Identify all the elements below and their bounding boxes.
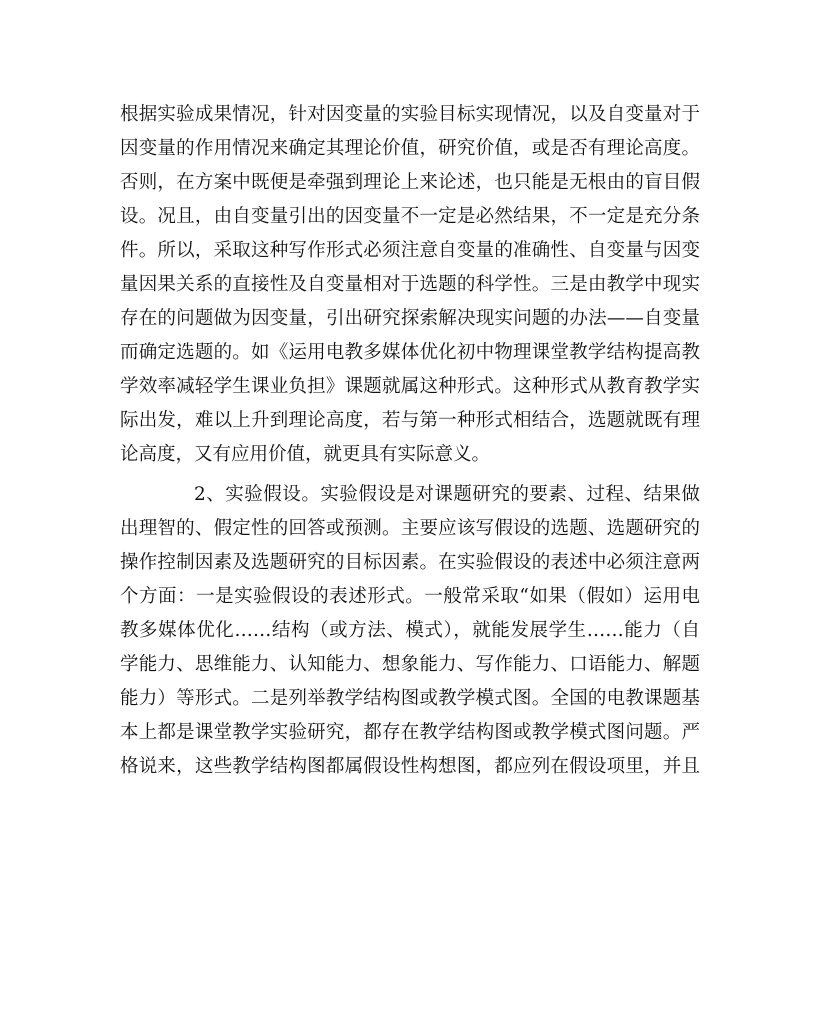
text-line: 设。况且，由自变量引出的因变量不一定是必然结果，不一定是充分条 xyxy=(120,206,700,227)
paragraph-1 xyxy=(120,98,700,472)
text-line: 格说来，这些教学结构图都属假设性构想图，都应列在假设项里，并且 xyxy=(120,756,700,777)
text-line: 学效率减轻学生课业负担》课题就属这种形式。这种形式从教育教学实 xyxy=(120,376,700,397)
text-line: 否则，在方案中既便是牵强到理论上来论述，也只能是无根由的盲目假 xyxy=(120,172,700,193)
text-line: 根据实验成果情况，针对因变量的实验目标实现情况，以及自变量对于 xyxy=(120,104,700,125)
text-line: 际出发，难以上升到理论高度，若与第一种形式相结合，选题就既有理 xyxy=(120,410,700,431)
text-line: 本上都是课堂教学实验研究，都存在教学结构图或教学模式图问题。严 xyxy=(120,722,700,743)
text-line: 论高度，又有应用价值，就更具有实际意义。 xyxy=(120,444,491,465)
text-line: 操作控制因素及选题研究的目标因素。在实验假设的表述中必须注意两 xyxy=(120,552,700,573)
paragraph-2 xyxy=(120,478,700,784)
text-line: 2、实验假设。实验假设是对课题研究的要素、过程、结果做 xyxy=(194,484,700,505)
text-line: 因变量的作用情况来确定其理论价值，研究价值，或是否有理论高度。 xyxy=(120,138,700,159)
text-line: 学能力、思维能力、认知能力、想象能力、写作能力、口语能力、解题 xyxy=(120,654,700,675)
text-line: 量因果关系的直接性及自变量相对于选题的科学性。三是由教学中现实 xyxy=(120,274,700,295)
text-line: 个方面：一是实验假设的表述形式。一般常采取“如果（假如）运用电 xyxy=(120,586,700,607)
text-line: 件。所以，采取这种写作形式必须注意自变量的准确性、自变量与因变 xyxy=(120,240,700,261)
document-body xyxy=(120,98,700,784)
text-line: 教多媒体优化……结构（或方法、模式），就能发展学生……能力（自 xyxy=(120,620,700,641)
text-line: 能力）等形式。二是列举教学结构图或教学模式图。全国的电教课题基 xyxy=(120,688,700,709)
text-line: 而确定选题的。如《运用电教多媒体优化初中物理课堂教学结构提高教 xyxy=(120,342,700,363)
text-line: 出理智的、假定性的回答或预测。主要应该写假设的选题、选题研究的 xyxy=(120,518,700,539)
text-line: 存在的问题做为因变量，引出研究探索解决现实问题的办法——自变量 xyxy=(120,308,700,329)
